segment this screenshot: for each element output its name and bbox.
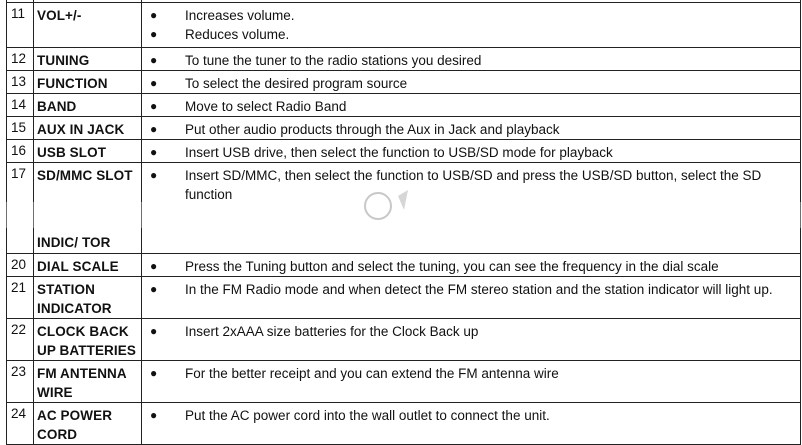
bullet-item: ● Move to select Radio Band [150, 99, 347, 114]
bullet-item: ● In the FM Radio mode and when detect the FM stereo station and the station indicator will light up. [150, 282, 773, 297]
table-row [7, 319, 801, 361]
control-name: FUNCTION [34, 71, 142, 94]
description-cell [142, 117, 801, 140]
control-name: FM ANTENNA WIRE [34, 361, 142, 403]
table-row [7, 277, 801, 319]
table-row [7, 361, 801, 403]
bullet-item: ● Put other audio products through the Aux in Jack and playback [150, 122, 560, 137]
description-cell [142, 319, 801, 361]
bullet-item: ● Increases volume. [150, 8, 295, 23]
table-row [7, 71, 801, 94]
bullet-item: ● Insert 2xAAA size batteries for the Clock Back up [150, 324, 479, 339]
control-name: CLOCK BACK UP BATTERIES [34, 319, 142, 361]
control-name: BAND [34, 94, 142, 117]
bullet-item: ● Insert SD/MMC, then select the function to USB/SD and press the USB/SD button, select the SD function [150, 168, 762, 202]
bullet-icon: ● [150, 259, 158, 273]
table-row [7, 140, 801, 163]
description-cell [142, 71, 801, 94]
description-cell [142, 361, 801, 403]
table-row [7, 48, 801, 71]
description-cell [142, 48, 801, 71]
bullet-icon: ● [150, 324, 158, 338]
bullet-icon: ● [150, 76, 158, 90]
row-number: 16 [7, 140, 34, 163]
bullet-icon: ● [150, 27, 158, 41]
description-cell [142, 3, 801, 48]
row-number: 17 [7, 163, 34, 254]
table-row [7, 3, 801, 48]
controls-table [6, 0, 801, 445]
table-row [7, 403, 801, 445]
description-cell [142, 94, 801, 117]
bullet-item: ● For the better receipt and you can extend the FM antenna wire [150, 366, 559, 381]
table-row [7, 254, 801, 277]
bullet-icon: ● [150, 122, 158, 136]
bullet-icon: ● [150, 282, 158, 296]
row-number: 23 [7, 361, 34, 403]
control-name: VOL+/- [34, 3, 142, 48]
description-cell [142, 403, 801, 445]
bullet-icon: ● [150, 53, 158, 67]
control-name: TUNING [34, 48, 142, 71]
control-name: USB SLOT [34, 140, 142, 163]
control-name: SD/MMC SLOT INDIC/ TOR [34, 163, 142, 254]
bullet-item: ● To select the desired program source [150, 76, 408, 91]
control-name: AUX IN JACK [34, 117, 142, 140]
bullet-icon: ● [150, 8, 158, 22]
table-row [7, 163, 801, 254]
row-number: 20 [7, 254, 34, 277]
description-cell [142, 254, 801, 277]
control-name: DIAL SCALE [34, 254, 142, 277]
bullet-item: ● Put the AC power cord into the wall outlet to connect the unit. [150, 408, 550, 423]
bullet-icon: ● [150, 99, 158, 113]
bullet-icon: ● [150, 145, 158, 159]
row-number: 12 [7, 48, 34, 71]
table-row [7, 94, 801, 117]
control-name: AC POWER CORD [34, 403, 142, 445]
bullet-icon: ● [150, 168, 158, 182]
bullet-icon: ● [150, 366, 158, 380]
description-cell [142, 140, 801, 163]
bullet-icon: ● [150, 408, 158, 422]
control-name-fragment: INDIC/ TOR [37, 235, 111, 250]
row-number: 24 [7, 403, 34, 445]
row-number: 13 [7, 71, 34, 94]
control-name: STATION INDICATOR [34, 277, 142, 319]
bullet-item: ● Insert USB drive, then select the function to USB/SD mode for playback [150, 145, 613, 160]
description-cell [142, 163, 801, 254]
row-number: 15 [7, 117, 34, 140]
row-number: 21 [7, 277, 34, 319]
row-number: 22 [7, 319, 34, 361]
description-cell [142, 277, 801, 319]
bullet-item: ● Reduces volume. [150, 27, 290, 42]
table-row [7, 117, 801, 140]
row-number: 14 [7, 94, 34, 117]
row-number: 11 [7, 3, 34, 48]
bullet-item: ● Press the Tuning button and select the tuning, you can see the frequency in the dial scale [150, 259, 719, 274]
bullet-item: ● To tune the tuner to the radio stations you desired [150, 53, 482, 68]
